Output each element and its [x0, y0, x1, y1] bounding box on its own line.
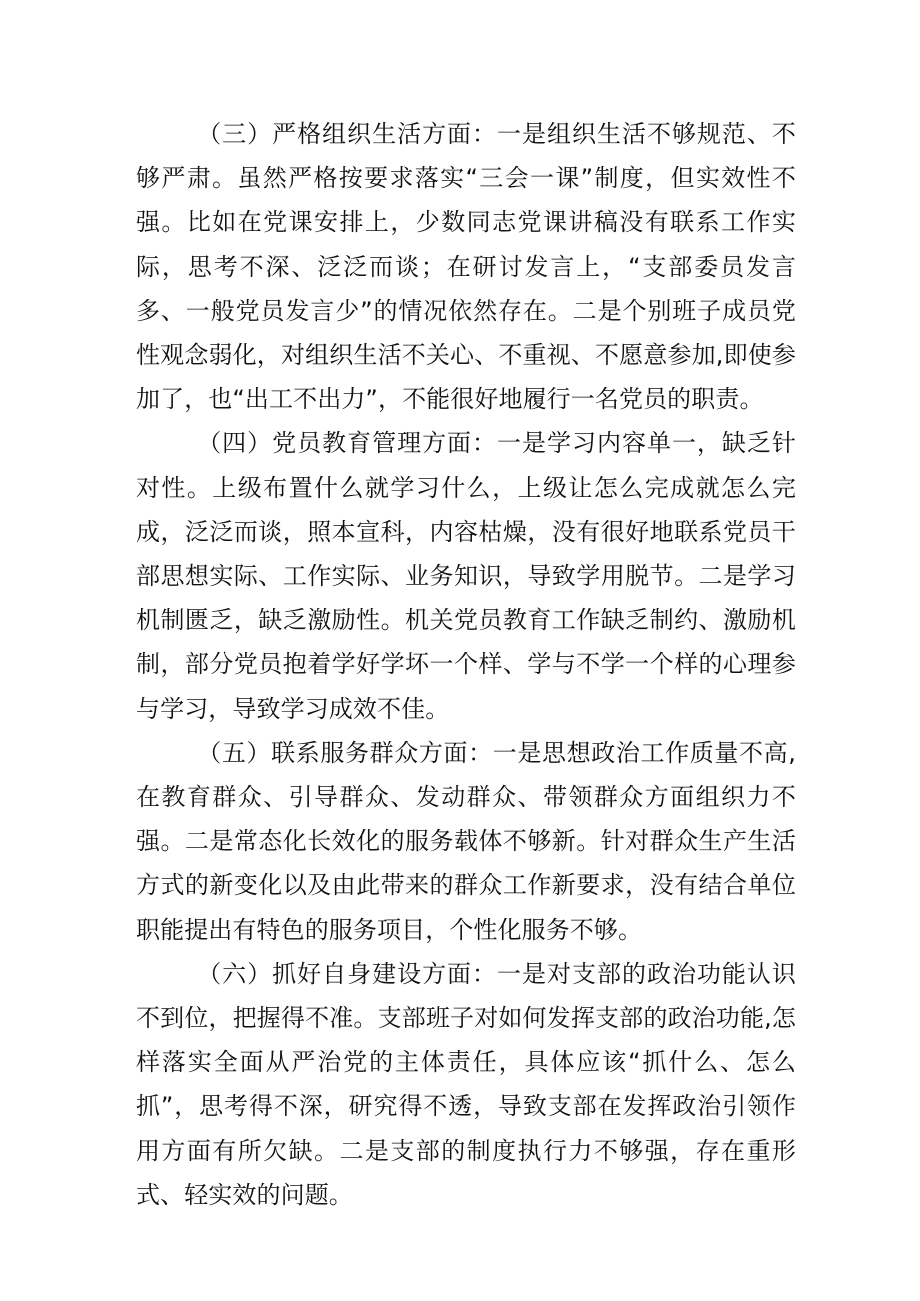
document-body [136, 112, 796, 1217]
paragraph-self-construction: （六）抓好自身建设方面：一是对支部的政治功能认识不到位，把握得不准。支部班子对如何发挥支部的政治功能,怎样落实全面从严治党的主体责任，具体应该“抓什么、怎么抓”，思考得不深，研究得不透，导致支部在发挥政治引领作用方面有所欠缺。二是支部的制度执行力不够强，存在重形式、轻实效的问题。 [136, 959, 796, 1209]
paragraph-organizational-life: （三）严格组织生活方面：一是组织生活不够规范、不够严肃。虽然严格按要求落实“三会一课”制度，但实效性不强。比如在党课安排上，少数同志党课讲稿没有联系工作实际，思考不深、泛泛而谈；在研讨发言上，“支部委员发言多、一般党员发言少”的情况依然存在。二是个别班子成员党性观念弱化，对组织生活不关心、不重视、不愿意参加,即使参加了，也“出工不出力”，不能很好地履行一名党员的职责。 [136, 120, 796, 414]
paragraph-member-education: （四）党员教育管理方面：一是学习内容单一，缺乏针对性。上级布置什么就学习什么，上级让怎么完成就怎么完成，泛泛而谈，照本宣科，内容枯燥，没有很好地联系党员干部思想实际、工作实际、业务知识，导致学用脱节。二是学习机制匮乏，缺乏激励性。机关党员教育工作缺乏制约、激励机制，部分党员抱着学好学坏一个样、学与不学一个样的心理参与学习，导致学习成效不佳。 [136, 429, 796, 723]
paragraph-serving-masses: （五）联系服务群众方面：一是思想政治工作质量不高,在教育群众、引导群众、发动群众、带领群众方面组织力不强。二是常态化长效化的服务载体不够新。针对群众生产生活方式的新变化以及由此带来的群众工作新要求，没有结合单位职能提出有特色的服务项目，个性化服务不够。 [136, 738, 796, 944]
